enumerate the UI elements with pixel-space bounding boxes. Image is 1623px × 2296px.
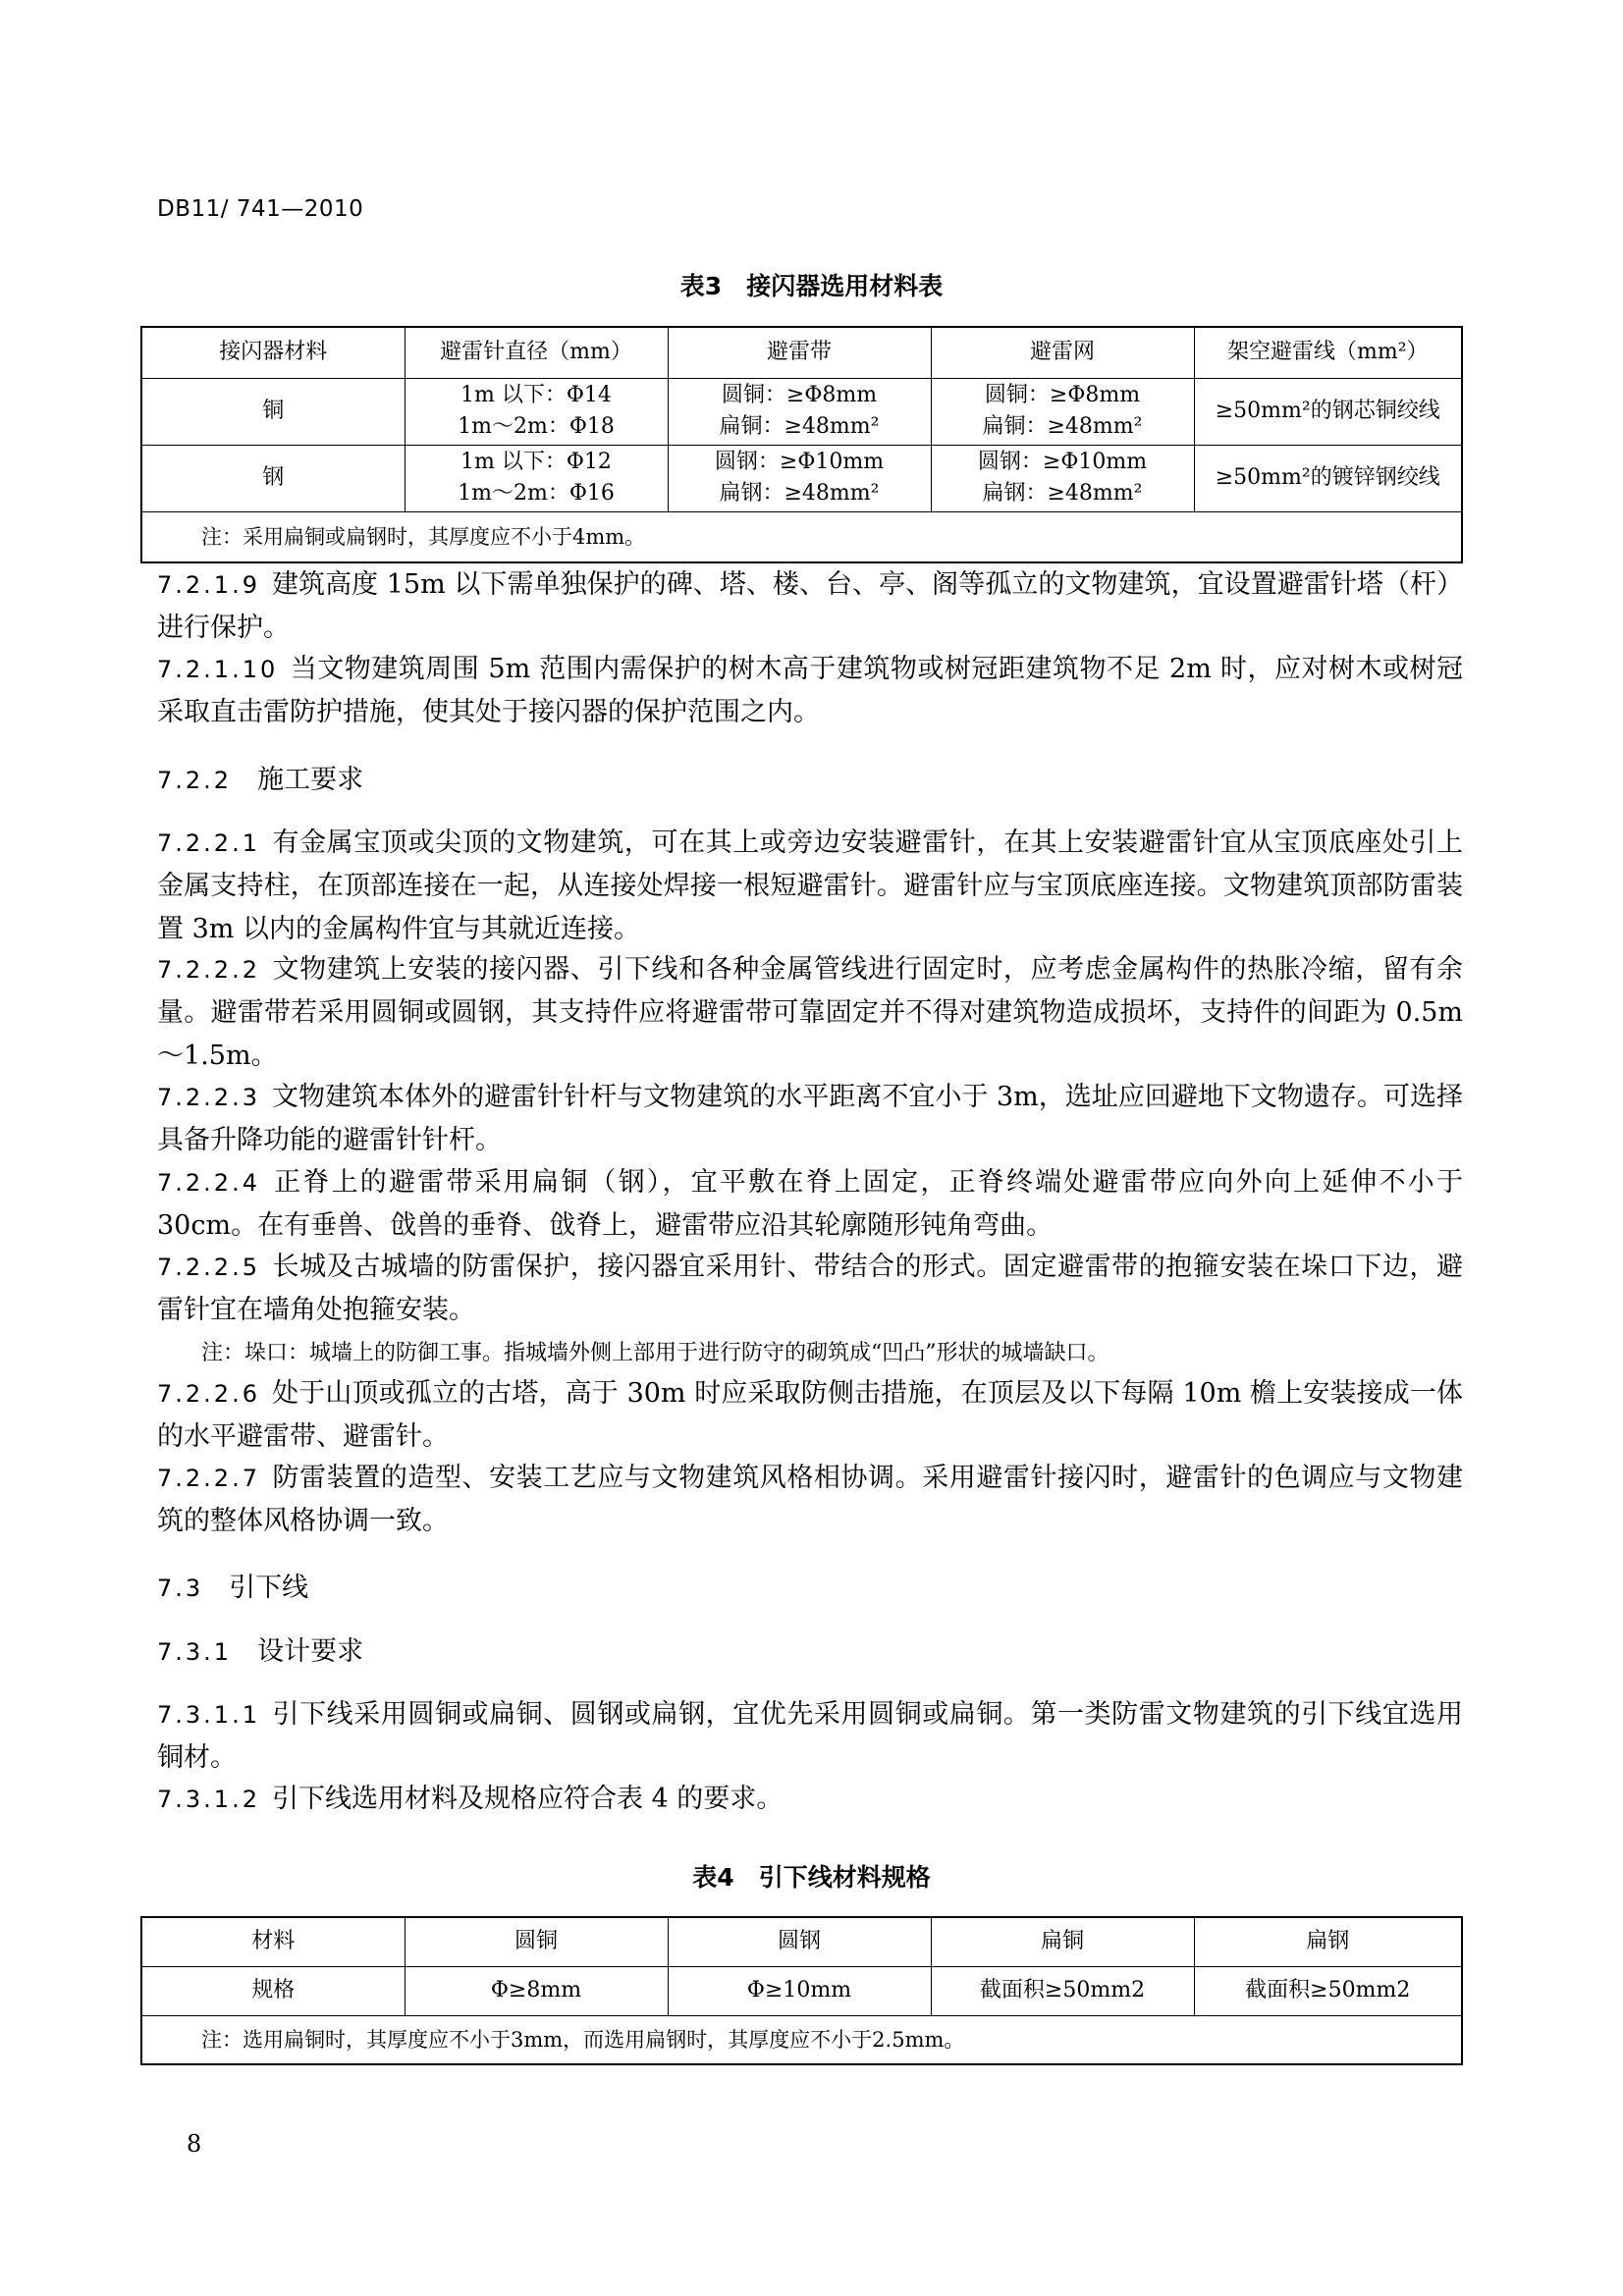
table3-rod-cell	[405, 378, 668, 445]
table3-note-row	[141, 511, 1462, 562]
table3-header-row	[141, 327, 1462, 378]
table3-material-cell: 铜	[141, 378, 405, 445]
cell-line: 圆铜：≥Φ8mm	[984, 383, 1141, 407]
table4-cell: Φ≥10mm	[668, 1966, 931, 2015]
table4-header-cell: 圆铜	[405, 1917, 668, 1966]
clause-text: 文物建筑上安装的接闪器、引下线和各种金属管线进行固定时，应考虑金属构件的热胀冷缩，留有余量。避雷带若采用圆铜或圆钢，其支持件应将避雷带可靠固定并不得对建筑物造成损坏，支持件的间距为 0.5m～1.5m。	[157, 954, 1463, 1071]
clause-number: 7.2.1.9	[157, 571, 260, 599]
table3-header-cell: 避雷带	[668, 327, 931, 378]
section-heading-7-3-1	[157, 1629, 363, 1668]
clause-7-3-1-2	[157, 1778, 1463, 1821]
section-heading-7-2-2	[157, 758, 363, 796]
section-number: 7.3.1	[157, 1638, 233, 1666]
clause-text: 有金属宝顶或尖顶的文物建筑，可在其上或旁边安装避雷针，在其上安装避雷针宜从宝顶底座处引上金属支持柱，在顶部连接在一起，从连接处焊接一根短避雷针。避雷针应与宝顶底座连接。文物建筑顶部防雷装置 3m 以内的金属构件宜与其就近连接。	[157, 828, 1463, 944]
table4-header-row	[141, 1917, 1462, 1966]
cell-line: 扁钢：≥48mm²	[982, 481, 1143, 506]
table4-cell: 规格	[141, 1966, 405, 2015]
table3-rod-cell	[405, 445, 668, 511]
clause-text: 防雷装置的造型、安装工艺应与文物建筑风格相协调。采用避雷针接闪时，避雷针的色调应与文物建筑的整体风格协调一致。	[157, 1463, 1463, 1536]
clause-number: 7.3.1.2	[157, 1786, 260, 1813]
cell-line: 扁铜：≥48mm²	[719, 414, 880, 439]
clause-7-3-1-1	[157, 1693, 1463, 1780]
table4-header-cell: 圆钢	[668, 1917, 931, 1966]
clause-text: 处于山顶或孤立的古塔，高于 30m 时应采取防侧击措施，在顶层及以下每隔 10m 檐上安装接成一体的水平避雷带、避雷针。	[157, 1378, 1463, 1452]
cell-line: 圆铜：≥Φ8mm	[721, 383, 878, 407]
section-number: 7.3	[157, 1575, 204, 1602]
clause-text: 长城及古城墙的防雷保护，接闪器宜采用针、带结合的形式。固定避雷带的抱箍安装在垛口下边，避雷针宜在墙角处抱箍安装。	[157, 1252, 1463, 1325]
cell-line: 圆钢：≥Φ10mm	[977, 450, 1148, 474]
clause-number: 7.2.2.5	[157, 1254, 260, 1281]
clause-text: 引下线选用材料及规格应符合表 4 的要求。	[271, 1784, 784, 1814]
table4-header-cell: 扁铜	[931, 1917, 1194, 1966]
table3-belt-cell	[668, 445, 931, 511]
page-number: 8	[187, 2130, 202, 2158]
clause-number: 7.2.2.3	[157, 1084, 260, 1111]
table3-net-cell	[931, 378, 1194, 445]
clause-text: 文物建筑本体外的避雷针针杆与文物建筑的水平距离不宜小于 3m，选址应回避地下文物遗存。可选择具备升降功能的避雷针针杆。	[157, 1082, 1463, 1155]
table3-material-cell: 钢	[141, 445, 405, 511]
clause-7-2-2-5-note: 注：垛口：城墙上的防御工事。指城墙外侧上部用于进行防守的砌筑成“凹凸”形状的城墙缺口。	[201, 1341, 1109, 1365]
cell-line: 扁铜：≥48mm²	[982, 414, 1143, 439]
clause-7-2-2-4	[157, 1161, 1463, 1248]
clause-7-2-2-3	[157, 1076, 1463, 1162]
clause-7-2-1-10	[157, 648, 1463, 734]
table3-header-cell: 避雷网	[931, 327, 1194, 378]
table-row	[141, 1966, 1462, 2015]
clause-text: 建筑高度 15m 以下需单独保护的碑、塔、楼、台、亭、阁等孤立的文物建筑，宜设置避雷针塔（杆）进行保护。	[157, 569, 1463, 643]
section-heading-7-3	[157, 1566, 308, 1604]
cell-line: 1m～2m：Φ18	[458, 414, 615, 439]
table4-note: 注：选用扁铜时，其厚度应不小于3mm，而选用扁钢时，其厚度应不小于2.5mm。	[141, 2015, 1462, 2064]
table3	[140, 326, 1463, 563]
clause-7-2-2-7	[157, 1457, 1463, 1543]
table4-note-row	[141, 2015, 1462, 2064]
table4-header-cell: 材料	[141, 1917, 405, 1966]
table-row	[141, 378, 1462, 445]
clause-number: 7.2.1.10	[157, 656, 279, 683]
table3-overhead-cell: ≥50mm²的钢芯铜绞线	[1194, 378, 1462, 445]
table3-header-cell: 接闪器材料	[141, 327, 405, 378]
table3-belt-cell	[668, 378, 931, 445]
cell-line: 1m 以下：Φ14	[460, 383, 612, 407]
table3-overhead-cell: ≥50mm²的镀锌钢绞线	[1194, 445, 1462, 511]
table4-cell: Φ≥8mm	[405, 1966, 668, 2015]
clause-7-2-2-5	[157, 1246, 1463, 1332]
table3-header-cell: 避雷针直径（mm）	[405, 327, 668, 378]
cell-line: 1m 以下：Φ12	[460, 450, 612, 474]
clause-7-2-2-2	[157, 948, 1463, 1078]
clause-number: 7.2.2.2	[157, 956, 260, 984]
clause-7-2-2-1	[157, 822, 1463, 951]
table3-header-cell: 架空避雷线（mm²）	[1194, 327, 1462, 378]
section-title: 设计要求	[257, 1636, 364, 1667]
cell-line: 扁钢：≥48mm²	[719, 481, 880, 506]
section-title: 施工要求	[257, 765, 364, 795]
table3-note: 注：采用扁铜或扁钢时，其厚度应不小于4mm。	[141, 511, 1462, 562]
cell-line: 1m～2m：Φ16	[458, 481, 615, 506]
clause-number: 7.3.1.1	[157, 1701, 260, 1729]
clause-number: 7.2.2.7	[157, 1465, 260, 1492]
section-number: 7.2.2	[157, 767, 233, 794]
table4-cell: 截面积≥50mm2	[1194, 1966, 1462, 2015]
clause-7-2-2-6	[157, 1372, 1463, 1459]
table4-title: 表4 引下线材料规格	[692, 1863, 931, 1892]
clause-number: 7.2.2.6	[157, 1380, 260, 1408]
clause-7-2-1-9	[157, 563, 1463, 650]
section-title: 引下线	[229, 1573, 309, 1603]
document-code: DB11/ 741—2010	[157, 196, 364, 222]
table4	[140, 1916, 1463, 2065]
table3-net-cell	[931, 445, 1194, 511]
clause-text: 引下线采用圆铜或扁铜、圆钢或扁钢，宜优先采用圆铜或扁铜。第一类防雷文物建筑的引下线宜选用铜材。	[157, 1699, 1463, 1773]
table3-title: 表3 接闪器选用材料表	[679, 272, 944, 300]
table4-header-cell: 扁钢	[1194, 1917, 1462, 1966]
cell-line: 圆钢：≥Φ10mm	[714, 450, 885, 474]
table4-cell: 截面积≥50mm2	[931, 1966, 1194, 2015]
clause-number: 7.2.2.4	[157, 1169, 260, 1197]
clause-text: 当文物建筑周围 5m 范围内需保护的树木高于建筑物或树冠距建筑物不足 2m 时，应对树木或树冠采取直击雷防护措施，使其处于接闪器的保护范围之内。	[157, 654, 1463, 727]
clause-number: 7.2.2.1	[157, 829, 260, 857]
clause-text: 正脊上的避雷带采用扁铜（钢），宜平敷在脊上固定，正脊终端处避雷带应向外向上延伸不小于 30cm。在有垂兽、戗兽的垂脊、戗脊上，避雷带应沿其轮廓随形钝角弯曲。	[157, 1167, 1463, 1241]
table-row	[141, 445, 1462, 511]
